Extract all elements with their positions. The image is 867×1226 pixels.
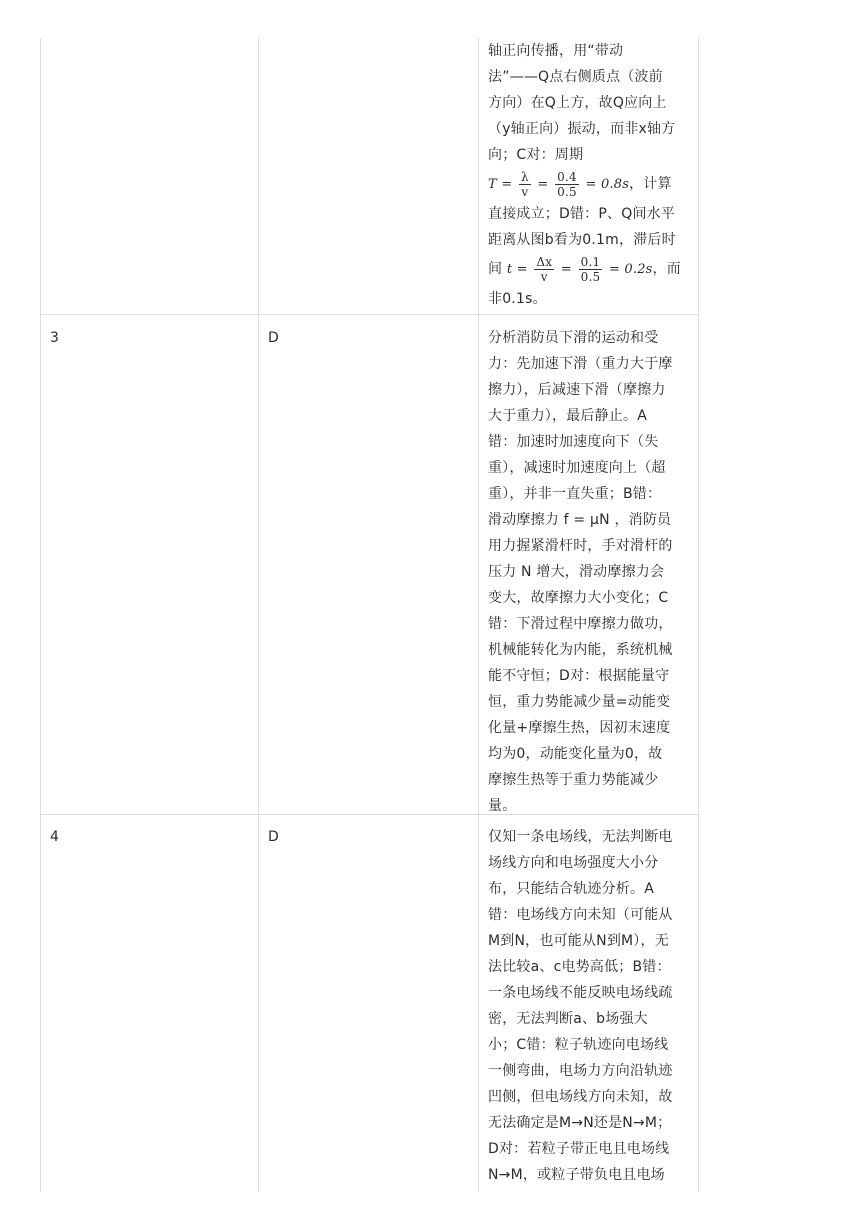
explanation-line: 向；C对：周期 [488,147,584,163]
explanation-line: 凹侧，但电场线方向未知，故 [488,1089,673,1105]
explanation-line: 变大，故摩擦力大小变化；C [488,590,669,606]
answer-cell: D [268,330,279,346]
explanation-cell [488,38,693,312]
explanation-line: 场线方向和电场强度大小分 [488,855,659,871]
explanation-line: 仅知一条电场线，无法判断电 [488,829,673,845]
explanation-line: 轴正向传播，用“带动 [488,43,624,59]
explanation-line: 均为0，动能变化量为0，故 [488,746,663,762]
explanation-line: 直接成立；D错：P、Q间水平 [488,206,676,222]
explanation-line: 错：电场线方向未知（可能从 [488,907,673,923]
explanation-line: 化量+摩擦生热，因初末速度 [488,720,671,736]
explanation-line: 量。 [488,798,517,814]
explanation-line: 摩擦生热等于重力势能减少 [488,772,659,788]
question-number: 3 [50,330,59,346]
explanation-line: 方向）在Q上方，故Q应向上 [488,95,667,111]
table-row [40,314,698,815]
explanation-line: 滑动摩擦力 f = μN ，消防员 [488,512,672,528]
explanation-cell [488,824,693,1188]
table-row [40,814,698,1192]
explanation-line: 错：加速时加速度向下（失 [488,434,659,450]
explanation-line: 布，只能结合轨迹分析。A [488,881,654,897]
explanation-line: 一条电场线不能反映电场线疏 [488,985,673,1001]
fraction: $\frac{\lambda}{v}$ [520,169,529,199]
delay-formula: 间 t = $\frac{\Delta x}{v}$ = $\frac{0.1}{0.5}$ = 0.2s，而 [488,254,681,284]
period-formula: T = $\frac{\lambda}{v}$ = $\frac{0.4}{0.5}$ = 0.8s，计算 [488,169,672,199]
explanation-line: 机械能转化为内能，系统机械 [488,642,673,658]
explanation-line: 恒，重力势能减少量=动能变 [488,694,671,710]
explanation-line: 重），并非一直失重；B错： [488,486,662,502]
explanation-line: 无法确定是M→N还是N→M； [488,1115,672,1131]
explanation-cell [488,325,693,819]
fraction: $\frac{\Delta x}{v}$ [536,254,553,284]
fraction: $\frac{0.1}{0.5}$ [580,254,601,284]
explanation-line: 能不守恒；D对：根据能量守 [488,668,670,684]
explanation-line: 法比较a、c电势高低；B错： [488,959,671,975]
explanation-line: 力：先加速下滑（重力大于摩 [488,356,673,372]
explanation-line: 用力握紧滑杆时，手对滑杆的 [488,538,673,554]
explanation-line: 擦力），后减速下滑（摩擦力 [488,382,666,398]
fraction: $\frac{0.4}{0.5}$ [557,169,577,199]
explanation-line: D对：若粒子带正电且电场线 [488,1141,670,1157]
explanation-line: 大于重力），最后静止。A [488,408,647,424]
question-number: 4 [50,829,59,845]
explanation-line: 一侧弯曲，电场力方向沿轨迹 [488,1063,673,1079]
explanation-line: 小；C错：粒子轨迹向电场线 [488,1037,669,1053]
explanation-line: 密，无法判断a、b场强大 [488,1011,648,1027]
explanation-line: （y轴正向）振动，而非x轴方 [488,121,676,137]
explanation-line: 非0.1s。 [488,291,547,307]
table-border-right [698,38,699,1192]
explanation-line: 错：下滑过程中摩擦力做功， [488,616,673,632]
explanation-line: 压力 N 增大，滑动摩擦力会 [488,564,665,580]
explanation-line: M到N，也可能从N到M），无 [488,933,669,949]
explanation-line: 重），减速时加速度向上（超 [488,460,666,476]
table-row [40,38,698,315]
answer-cell: D [268,829,279,845]
explanation-line: 法”——Q点右侧质点（波前 [488,69,663,85]
explanation-line: N→M，或粒子带负电且电场 [488,1167,665,1183]
explanation-line: 距离从图b看为0.1m，滞后时 [488,232,676,248]
explanation-line: 分析消防员下滑的运动和受 [488,330,659,346]
